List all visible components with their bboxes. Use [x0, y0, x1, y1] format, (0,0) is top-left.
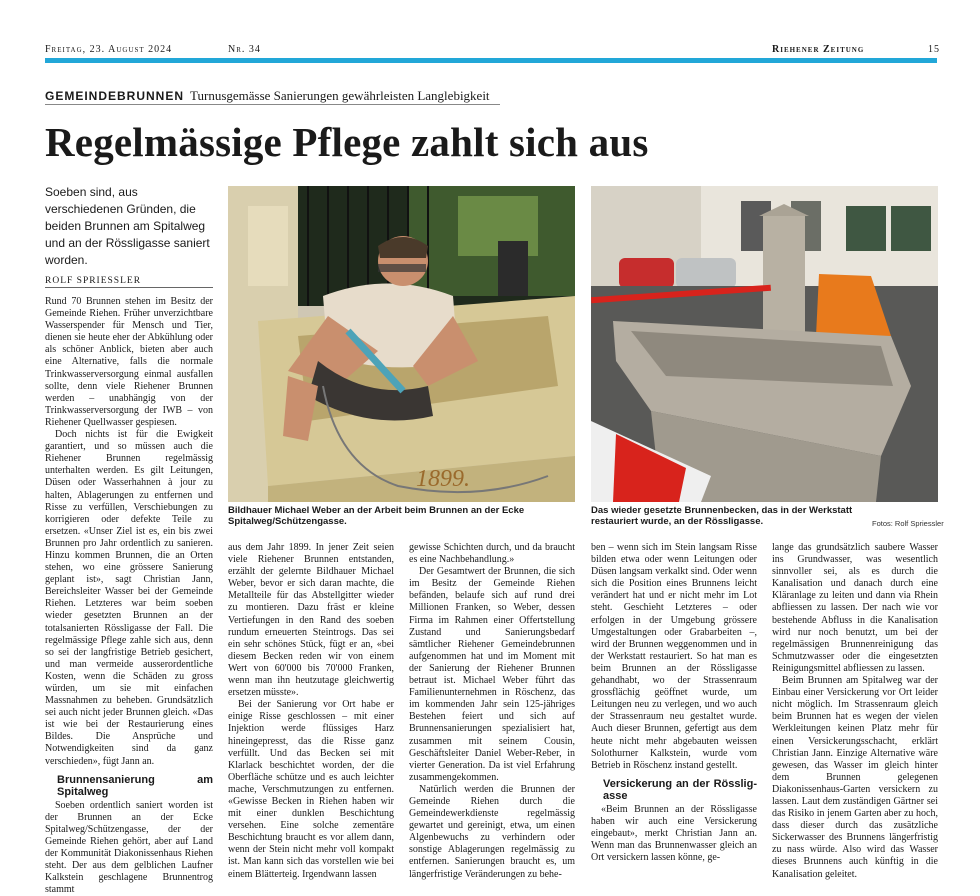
paragraph: Bei der Sanierung vor Ort habe er einige Risse geschlossen – mit einer Injektion werde flüssiges Harz hineingepresst, das die Risse ganz verfüllt. Und das Becken sei mit Klarlack beschichtet worden, der die Oberfläche schütze und es auch leichter mache, Verschmutzungen zu entfernen. «Gewisse Becken in Riehen haben wir mit einer dunklen Beschichtung versehen. Eine solche zementäre Beschichtung braucht es vor allem dann, wenn der Stein nicht mehr voll kompakt ist. Man kann sich das vorstellen wie bei einem Blätterteig. Irgendwann lassen: [228, 699, 394, 880]
paragraph: Rund 70 Brunnen stehen im Besitz der Gemeinde Riehen. Früher unverzichtbare Wasserspender für Mensch und Tier, dienen sie heute eher der Abkühlung oder als schöner Anblick, bieten aber auch eine Alternative, falls die normale Trinkwasserversorgung einmal ausfallen sollte, denn viele Riehener Brunnen werden – unabhängig von der Trinkwasserversorgung der IWB – von Riehener Quellwasser gespiesen.: [45, 296, 213, 428]
kicker-text: Turnusgemässe Sanierungen gewährleisten Langlebigkeit: [190, 88, 490, 103]
header-page-number: 15: [928, 44, 940, 55]
paragraph: Doch nichts ist für die Ewigkeit garantiert, und so müssen auch die Riehener Brunnen regelmässig unterhalten werden. Es gilt Leitungen, Düsen oder Wasserhahnen à jour zu halten, Ablagerungen zu entfernen und Risse zu verfüllen, Verschiebungen zu korrigieren oder defekte Teile zu ersetzen. «Unser Ziel ist es, ein bis zwei Brunnen pro Jahr ordentlich zu sanieren. Hinzu kommen Brunnen, die an Orten stehen, wo eine grössere Sanierung geplant ist», sagt Christian Jann, Bereichsleiter Wasser bei der Gemeinde Riehen. Letzteres war beim soeben wieder gesetzten Brunnen an der totalsanierten Rössligasse der Fall. Die regelmässige Pflege zahle sich aus, denn so sei der langfristige Betrieb gesichert, und man vermeide ausserordentliche Kosten, wenn die Schäden zu gross würden, um sie mit einfachen Massnahmen zu beheben. Grundsätzlich sei auch nicht jeder Brunnen gleich. «Das ist wie bei der Restaurierung eines Bildes. Die Ansprüche und Notwendigkeiten sind da ganz verschieden», fügt Jann an.: [45, 429, 213, 767]
paragraph: Der Gesamtwert der Brunnen, die sich im Besitz der Gemeinde Riehen befänden, belaufe sich auf rund drei Millionen Franken, so Weber, dessen Firma im Rahmen einer Offertstellung Zustand und Sanierungsbedarf sämtlicher Riehener Gemeindebrunnen aufgenommen hat und im Moment mit der Sanierung der Riehener Brunnen betraut ist. Michael Weber führt das Familienunternehmen in Röschenz, das im kommenden Jahr sein 125-jähriges Bestehen feiert und sich auf Brunnensanierungen spezialisiert hat, zusammen mit seinem Cousin, Geschäftsleiter Daniel Weber-Reber, in vierter Generation. Da ist viel Erfahrung zusammengekommen.: [409, 566, 575, 783]
header-paper-name: Riehener Zeitung: [772, 44, 865, 55]
article-title: Regelmässige Pflege zahlt sich aus: [45, 119, 649, 165]
article-column-1: [45, 296, 213, 896]
kicker-section: GEMEINDEBRUNNEN: [45, 89, 185, 103]
paragraph: lange das grundsätzlich saubere Wasser ins Grundwasser, was wesentlich sinnvoller sei, als es durch die Kanalisation und danach durch eine Kläranlage zu leiten und dann via Rhein abfliessen zu lassen. Der nach wie vor bestehende Abfluss in die Kanalisation wird nur noch benutzt, um bei der regelmässigen Brunnenreinigung das Schmutzwasser oder die eingesetzten Reinigungsmittel abfliessen zu lassen.: [772, 542, 938, 674]
photo-restored-basin-image: [591, 186, 938, 502]
subheading-spitalweg: Brunnensanierung am Spitalweg: [57, 773, 213, 798]
header-issue: Nr. 34: [228, 44, 261, 55]
photo-sculptor-caption: Bildhauer Michael Weber an der Arbeit beim Brunnen an der Ecke Spitalweg/Schützengasse.: [228, 505, 525, 527]
paragraph: Soeben ordentlich saniert worden ist der Brunnen an der Ecke Spitalweg/Schützengasse, der der Gemeinde Riehen gehört, aber auf Land der Kommunität Diakonissenhaus Riehen steht. Der aus dem gelblichen Laufner Kalkstein geschlagene Brunnentrog stammt: [45, 799, 213, 896]
header-date: Freitag, 23. August 2024: [45, 44, 173, 55]
photo-credit: Fotos: Rolf Spriessler: [872, 519, 944, 528]
subheading-roesslig-asse: Versickerung an der Rössligasse: [603, 777, 757, 802]
article-column-2: [228, 542, 394, 880]
paragraph: Beim Brunnen am Spitalweg war der Einbau einer Versickerung vor Ort leider nicht möglich. Im Strassenraum gleich beim Brunnen hat es wegen der vielen Werkleitungen keinen Platz mehr für einen Versickerungsschacht, erklärt Christian Jann. Einzige Alternative wäre gewesen, das Wasser im gleich hinter dem Brunnen gelegenen Diakonissenhaus-Garten versickern zu lassen. Laut dem zuständigen Gärtner sei das Risiko in jenem Garten aber zu hoch, dass dieser durch das zusätzliche Sickerwasser des Brunnens längerfristig zu nass würde. Also wird das Wasser dieses Brunnens auch künftig in die Kanalisation geleitet.: [772, 675, 938, 880]
kicker-underline: [45, 104, 500, 105]
photo-restored-basin: [591, 186, 938, 502]
paragraph: «Beim Brunnen an der Rössligasse haben wir auch eine Versickerung eingebaut», merkt Christian Jann an. Wenn man das Brunnenwasser gleich an Ort versickern lassen könne, ge-: [591, 803, 757, 864]
paragraph: Natürlich werden die Brunnen der Gemeinde Riehen durch die Gemeindewerkdienste regelmässig gewartet und gereinigt, etwa, um einen Algenbewuchs zu verhindern oder sonstige Ablagerungen regelmässig zu entfernen. Sanierungen braucht es, um längerfristige Veränderungen zu behe-: [409, 783, 575, 880]
article-lead: Soeben sind, aus verschiedenen Gründen, die beiden Brunnen am Spitalweg und an der Rössligasse saniert worden.: [45, 185, 210, 267]
article-column-4: [591, 542, 757, 864]
article-column-5: [772, 542, 938, 880]
photo-restored-basin-caption: Das wieder gesetzte Brunnenbecken, das in der Werkstatt restauriert wurde, an der Rössligasse.: [591, 505, 853, 527]
article-author: ROLF SPRIESSLER: [45, 276, 213, 288]
photo-sculptor: [228, 186, 575, 502]
paragraph: ben – wenn sich im Stein langsam Risse bilden etwa oder wenn Leitungen oder Düsen langsam verkalkt sind. Oder wenn sich die Position eines Brunnens leicht verändert hat und er nicht mehr im Lot steht. Geschieht Letzteres – oder erfolgen in der Umgebung grössere Umgestaltungen oder Grabarbeiten –, wird der Brunnen weggenommen und in der Werkstatt restauriert. So hat man es beim Brunnen an der Rössligasse gehandhabt, wo der Strassenraum grossflächig geöffnet wurde, um Leitungen neu zu verlegen, und wo auch der Strassenraum neu gestaltet wurde. Auch dieser Brunnen, gefertigt aus dem heute nicht mehr abgebauten weissen Solothurner Kalkstein, wurde vom Betrieb in Röschenz instand gestellt.: [591, 542, 757, 771]
paragraph: gewisse Schichten durch, und da braucht es eine Nachbehandlung.»: [409, 542, 575, 566]
header-rule: [45, 58, 937, 63]
trough-inscription: 1899.: [416, 466, 470, 492]
article-column-3: [409, 542, 575, 880]
photo-sculptor-image: [228, 186, 575, 502]
kicker: [45, 88, 490, 104]
paragraph: aus dem Jahr 1899. In jener Zeit seien viele Riehener Brunnen entstanden, erzählt der gelernte Bildhauer Michael Weber, bevor er sich daran machte, die Metallteile für das Abstellgitter wieder zu montieren. Dazu fräst er kleine Vertiefungen in den Rand des soeben rundum erneuerten Steintrogs. Das sei ein sehr schönes Stück, fügt er an, «bei diesem Becken reden wir von einem Wert von 60'000 bis 70'000 Franken, wenn man ihn heutzutage gleichwertig ersetzen müsste».: [228, 542, 394, 699]
